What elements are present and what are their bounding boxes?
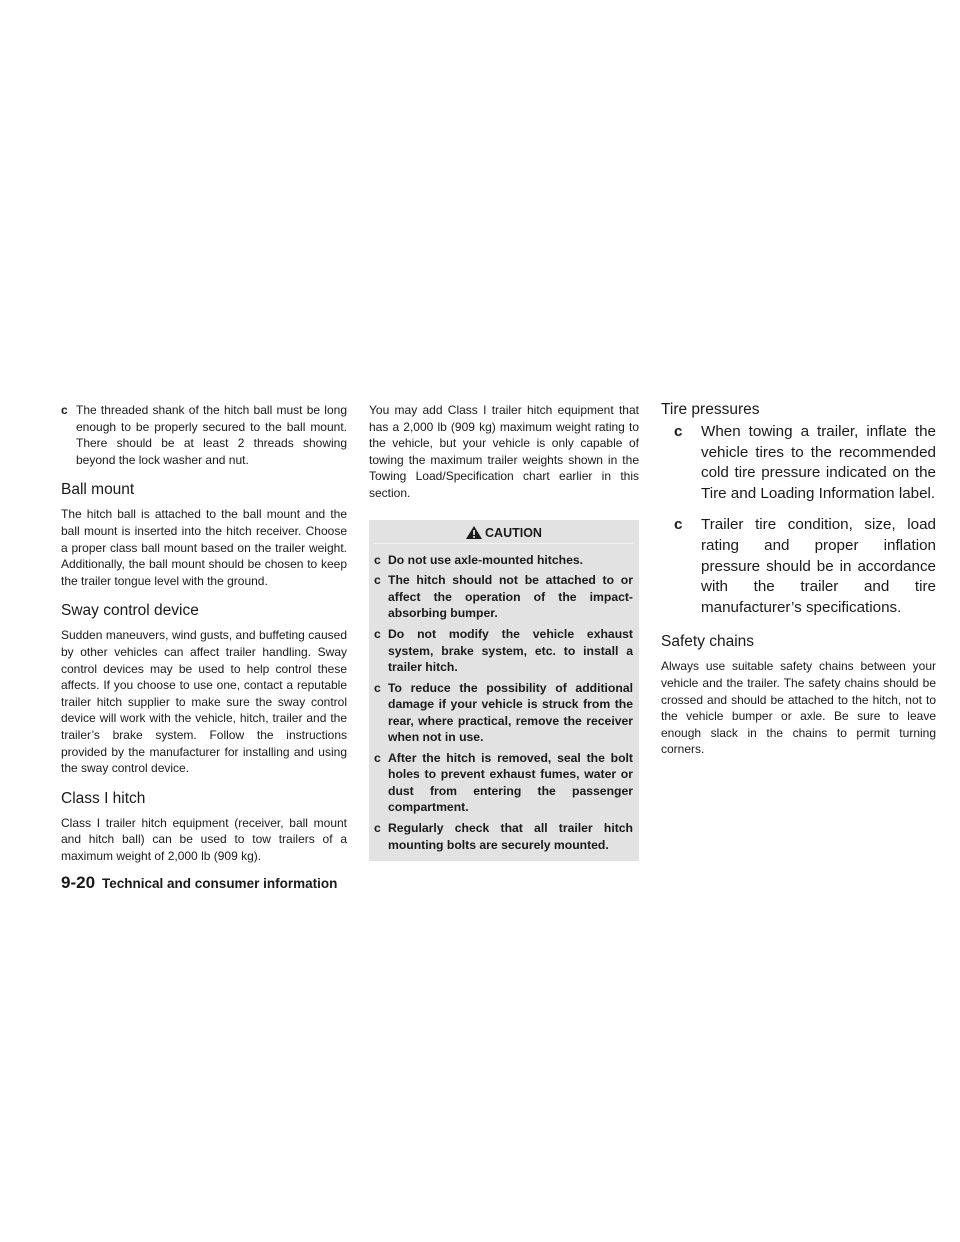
page-footer [61, 872, 337, 893]
class-hitch-heading: Class I hitch [61, 789, 146, 807]
bullet-mark: c [674, 516, 683, 534]
caution-item [374, 820, 633, 853]
ball-mount-body: The hitch ball is attached to the ball mount and the ball mount is inserted into the hitch receiver. Choose a proper class ball mount based on the trailer weight. Additionally, the ball mount should be chosen to keep the trailer tongue level with the ground. [61, 507, 347, 588]
tire-pressures-heading: Tire pressures [661, 401, 760, 418]
section-title: Technical and consumer information [102, 876, 338, 891]
caution-item [374, 572, 633, 621]
bullet-text: The threaded shank of the hitch ball must be long enough to be properly secured to the ball mount. There should be at least 2 threads showing beyond the lock washer and nut. [76, 403, 347, 467]
ball-mount-heading: Ball mount [61, 481, 135, 499]
caution-item [374, 750, 633, 816]
right-column [661, 400, 936, 758]
bullet-mark: c [374, 552, 381, 567]
sway-control-body: Sudden maneuvers, wind gusts, and buffeting caused by other vehicles can affect trailer handling. Sway control devices may be used to help control these affects. If you choose to use one, contact a reputable trailer hitch supplier to make sure the sway control device will work with the vehicle, hitch, trailer and the trailer’s brake system. Follow the instructions provided by the manufacturer for installing and using the sway control device. [61, 628, 347, 776]
tire-pressure-item [661, 422, 936, 504]
caution-item [374, 680, 633, 746]
caution-item [374, 552, 633, 568]
caution-header [374, 525, 633, 544]
bullet-mark: c [374, 821, 381, 836]
caution-item-text: Do not modify the vehicle exhaust system, brake system, etc. to install a trailer hitch. [388, 627, 633, 674]
safety-chains-heading: Safety chains [661, 633, 755, 651]
bullet-mark: c [374, 751, 381, 766]
caution-item-text: After the hitch is removed, seal the bolt holes to prevent exhaust fumes, water or dust from entering the passenger compartment. [388, 751, 633, 815]
bullet-mark: c [374, 573, 381, 588]
caution-item [374, 626, 633, 675]
class-hitch-intro: You may add Class I trailer hitch equipment that has a 2,000 lb (909 kg) maximum weight rating to the vehicle, but your vehicle is only capable of towing the maximum trailer weights shown in the Towing Load/Specification chart earlier in this section. [369, 403, 639, 500]
tire-pressure-item-text: When towing a trailer, inflate the vehicle tires to the recommended cold tire pressure indicated on the Tire and Loading Information label. [701, 423, 936, 502]
tire-pressure-item-text: Trailer tire condition, size, load rating and proper inflation pressure should be in accordance with the trailer and tire manufacturer’s specifications. [701, 516, 936, 616]
caution-box [369, 520, 639, 861]
bullet-mark: c [674, 423, 683, 440]
warning-triangle-icon [465, 525, 483, 540]
tire-pressure-item [661, 515, 936, 618]
caution-title: CAUTION [485, 525, 542, 540]
class-hitch-body: Class I trailer hitch equipment (receiver, ball mount and hitch ball) can be used to tow trailers of a maximum weight of 2,000 lb (909 kg). [61, 815, 347, 863]
sway-control-heading: Sway control device [61, 602, 199, 620]
safety-chains-body: Always use suitable safety chains between your vehicle and the trailer. The safety chains should be crossed and should be attached to the hitch, not to the vehicle bumper or axle. Be sure to leave enough slack in the chains to permit turning corners. [661, 659, 936, 757]
hitch-ball-shank-bullet [61, 402, 347, 468]
left-column [61, 402, 347, 864]
middle-column [369, 402, 639, 861]
caution-item-text: Do not use axle-mounted hitches. [388, 552, 584, 567]
caution-item-text: The hitch should not be attached to or affect the operation of the impact-absorbing bumper. [388, 573, 633, 621]
bullet-mark: c [374, 680, 381, 695]
caution-item-text: To reduce the possibility of additional damage if your vehicle is struck from the rear, where practical, remove the receiver when not in use. [388, 680, 633, 745]
page-number: 9-20 [61, 873, 96, 892]
bullet-mark: c [61, 403, 68, 417]
bullet-mark: c [374, 627, 381, 642]
caution-item-text: Regularly check that all trailer hitch mounting bolts are securely mounted. [388, 821, 633, 852]
